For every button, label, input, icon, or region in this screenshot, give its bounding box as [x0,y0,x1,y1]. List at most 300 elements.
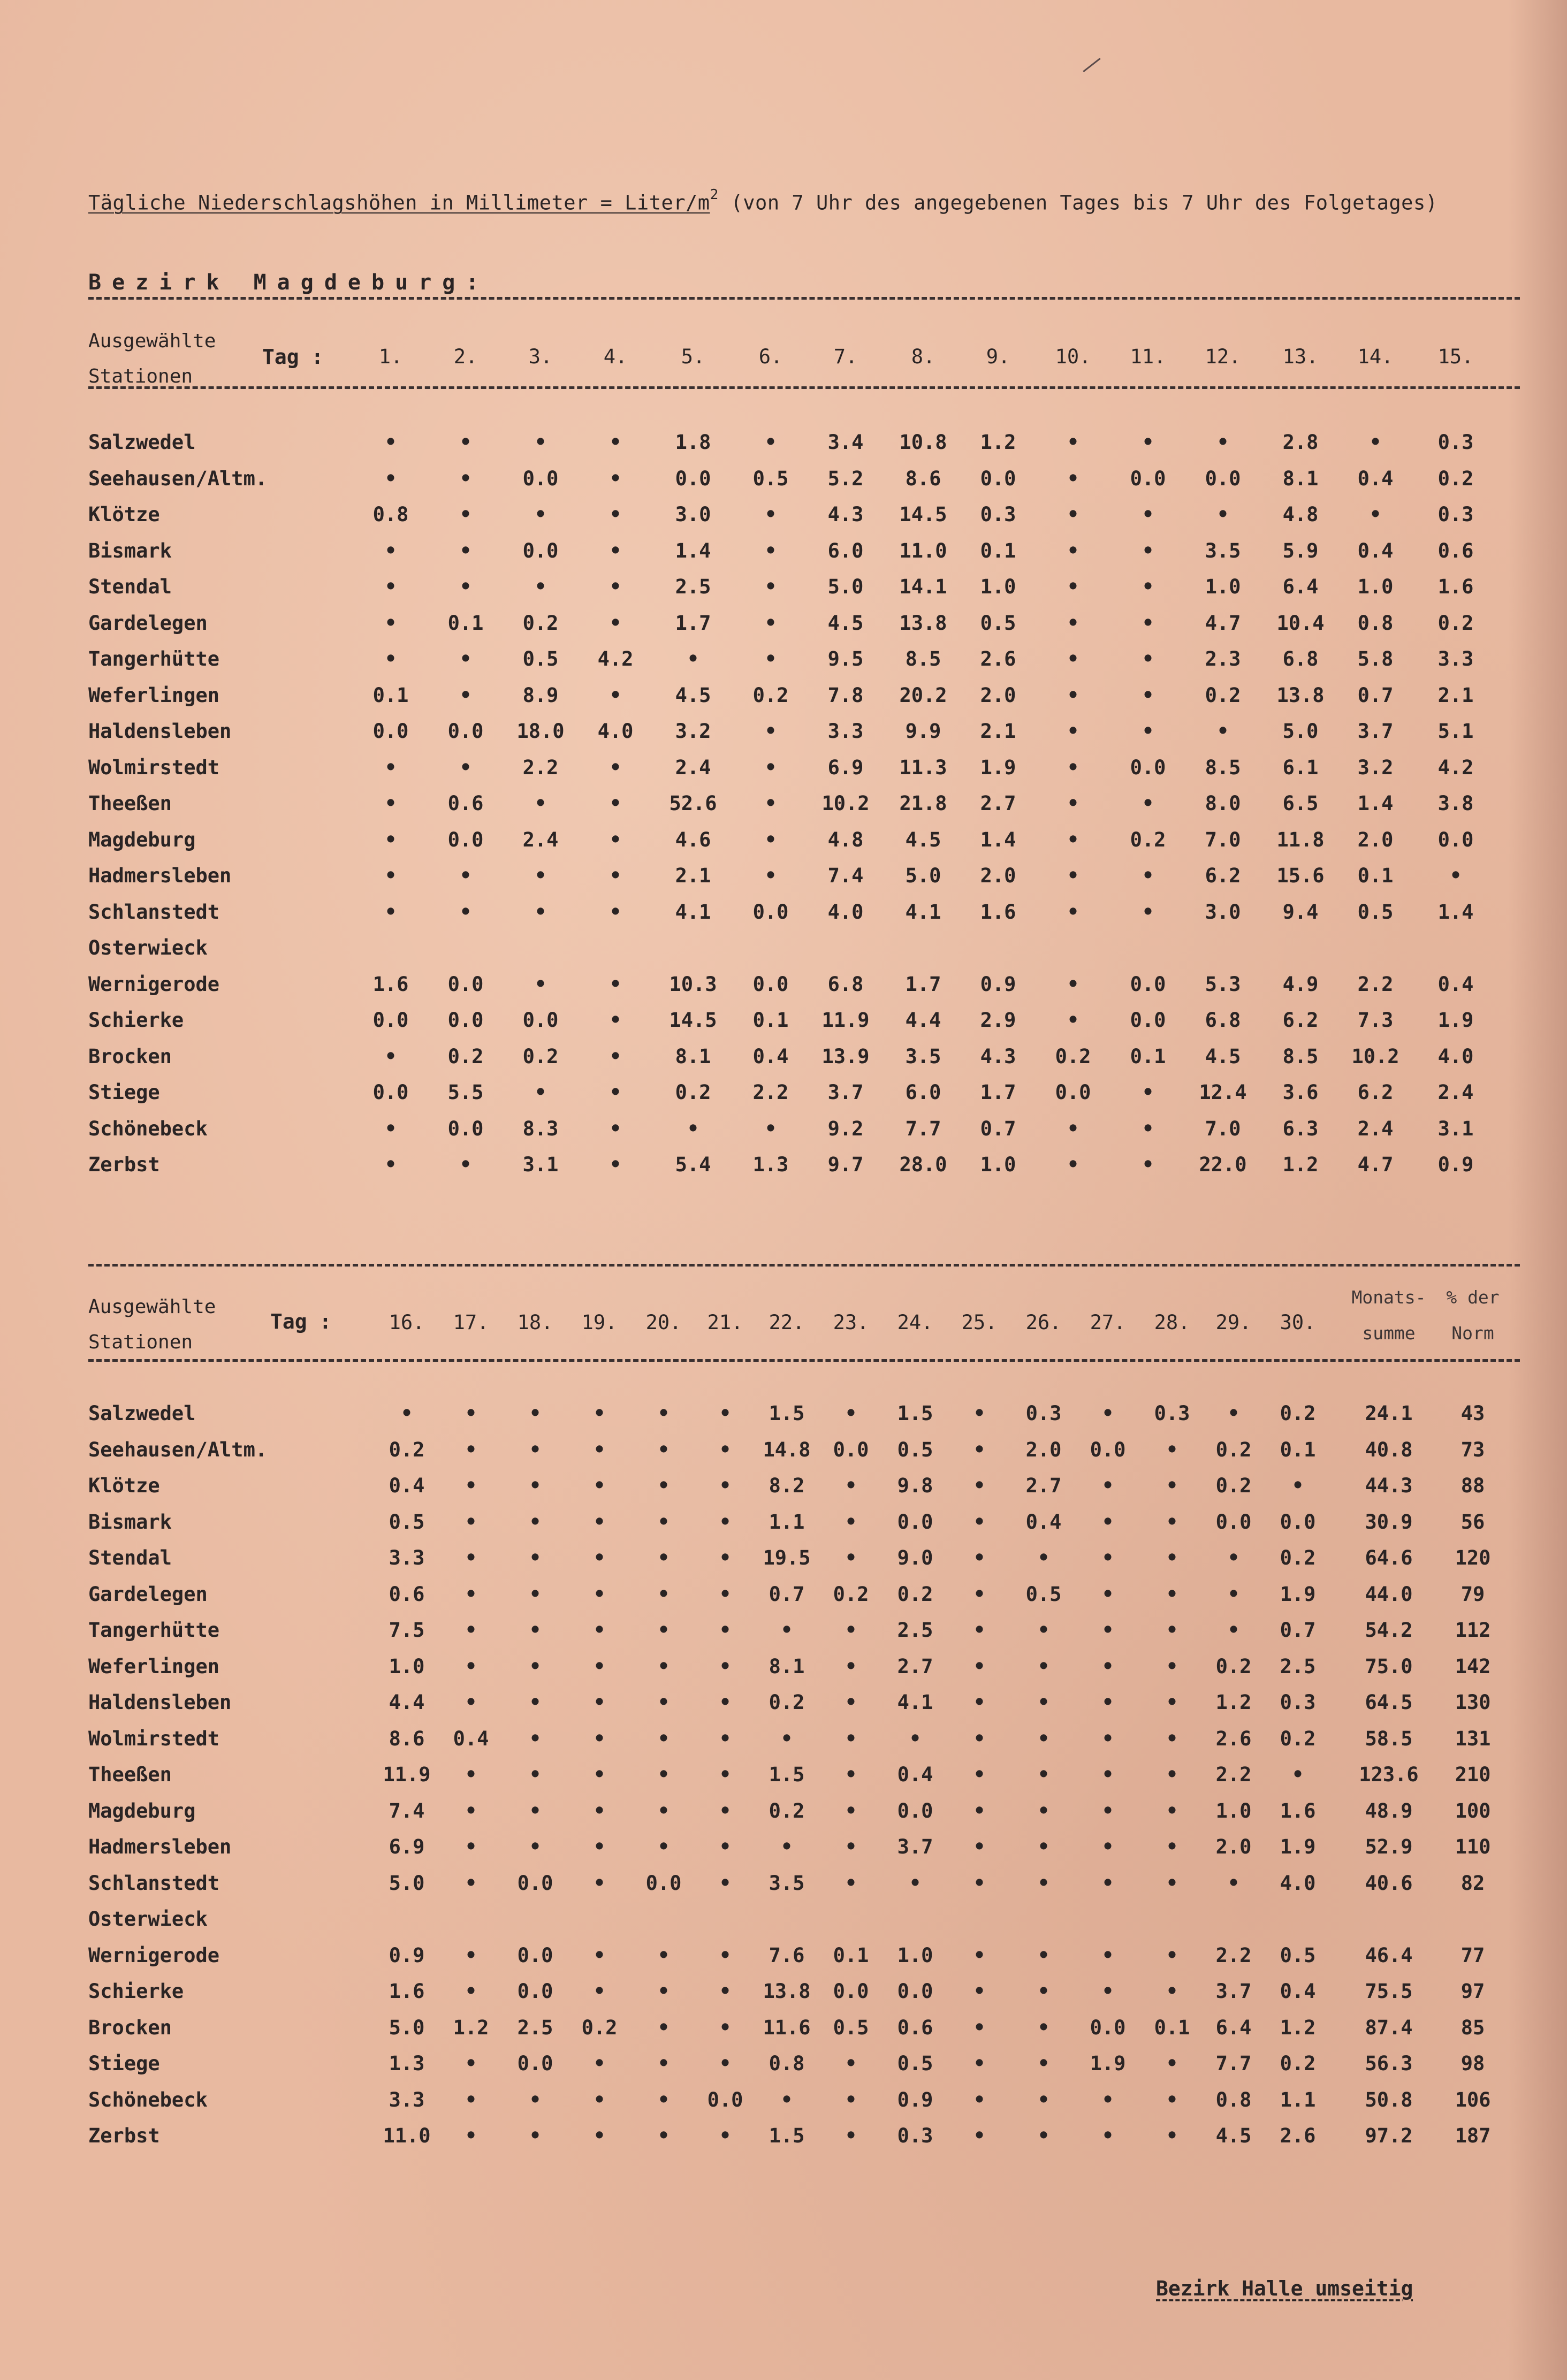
day-value: 0.0 [707,2088,743,2111]
day-value: • [609,1153,622,1176]
station-name: Magdeburg [88,828,196,851]
day-value: • [534,864,547,887]
title-rest: (von 7 Uhr des angegebenen Tages bis 7 Uhr des Folgetages) [718,191,1438,215]
day-value: 3.5 [1205,539,1241,562]
day-value: • [1166,1510,1178,1534]
day-value: 7.6 [769,1943,805,1967]
day-value: • [973,2052,986,2075]
day-value: • [764,756,777,779]
table-row [0,1583,1567,1615]
station-name: Klötze [88,503,160,526]
day-value: • [1067,431,1079,454]
day-value: • [529,1438,542,1461]
day-value: 1.4 [1437,900,1474,924]
day-value: 3.6 [1282,1081,1319,1104]
day-value: • [534,1081,547,1104]
percent-of-norm: 82 [1460,1871,1485,1895]
document-title [88,187,1438,215]
day-value: 2.2 [1215,1943,1252,1967]
day-value: • [764,431,777,454]
day-value: • [1101,1619,1114,1642]
monthly-sum: 64.6 [1365,1546,1413,1569]
day-value: • [529,1619,542,1642]
table-row [0,1655,1567,1687]
part1-tag-label: Tag : [262,345,324,369]
day-value: • [1227,1546,1240,1569]
day-value: • [1291,1763,1304,1786]
percent-of-norm: 73 [1460,1438,1485,1461]
day-value: 4.0 [597,720,634,743]
day-value: 0.8 [769,2052,805,2075]
percent-of-norm: 56 [1460,1510,1485,1534]
table-row [0,1908,1567,1940]
part2-day-header: 21. [707,1311,743,1334]
day-value: 1.6 [372,972,409,996]
day-value: • [593,1474,606,1497]
day-value: 2.2 [1215,1763,1252,1786]
day-value: 0.0 [517,1980,553,2003]
day-value: 5.0 [389,1871,425,1895]
day-value: 13.8 [899,611,947,635]
day-value: • [657,1654,670,1678]
day-value: 0.6 [1437,539,1474,562]
day-value: 0.2 [522,611,559,635]
paper-mark [1083,58,1100,72]
day-value: • [593,1582,606,1606]
part2-day-header: 30. [1280,1311,1316,1334]
station-name: Salzwedel [88,431,196,454]
day-value: • [845,1763,857,1786]
day-value: 5.5 [447,1081,484,1104]
day-value: • [719,1546,732,1569]
day-value: 4.1 [675,900,711,924]
day-value: 0.1 [447,611,484,635]
day-value: • [687,647,699,670]
day-value: 0.1 [980,539,1016,562]
day-value: • [845,1546,857,1569]
day-value: • [1037,1835,1050,1858]
day-value: 3.4 [827,431,864,454]
day-value: • [1227,1871,1240,1895]
station-name: Osterwieck [88,936,208,959]
station-name: Schönebeck [88,1117,208,1140]
day-value: 2.0 [1025,1438,1062,1461]
day-value: • [657,1763,670,1786]
day-value: 15.6 [1276,864,1325,887]
day-value: • [1101,1546,1114,1569]
day-value: • [764,1117,777,1140]
station-name: Bismark [88,539,172,562]
day-value: 6.0 [905,1081,941,1104]
monthly-sum: 44.0 [1365,1582,1413,1606]
monthly-sum: 75.5 [1365,1980,1413,2003]
day-value: 1.1 [769,1510,805,1534]
sum-header-line2: summe [1362,1323,1416,1344]
monthly-sum: 40.8 [1365,1438,1413,1461]
day-value: 10.2 [821,792,870,815]
day-value: • [465,1402,477,1425]
day-value: • [845,1871,857,1895]
day-value: • [845,1799,857,1822]
part2-day-header: 25. [961,1311,998,1334]
day-value: • [465,1619,477,1642]
day-value: • [973,1654,986,1678]
day-value: 21.8 [899,792,947,815]
day-value: 4.8 [1282,503,1319,526]
day-value: 4.5 [1215,2124,1252,2147]
station-name: Klötze [88,1474,160,1497]
table-row [0,1763,1567,1795]
monthly-sum: 54.2 [1365,1619,1413,1642]
day-value: • [764,611,777,635]
day-value: 1.4 [675,539,711,562]
day-value: • [465,1835,477,1858]
day-value: 0.9 [389,1943,425,1967]
day-value: 2.4 [1437,1081,1474,1104]
day-value: 9.2 [827,1117,864,1140]
day-value: • [1142,1117,1154,1140]
day-value: 6.4 [1215,2016,1252,2039]
day-value: • [719,1654,732,1678]
day-value: 8.3 [522,1117,559,1140]
part2-header-line1: Ausgewählte [88,1296,216,1318]
day-value: 0.3 [897,2124,933,2147]
day-value: 0.5 [1357,900,1394,924]
day-value: • [1166,2124,1178,2147]
table-row [0,1799,1567,1832]
station-name: Gardelegen [88,1582,208,1606]
station-name: Zerbst [88,1153,160,1176]
day-value: • [1101,1402,1114,1425]
day-value: 3.2 [675,720,711,743]
day-value: 0.2 [1215,1438,1252,1461]
day-value: • [764,539,777,562]
percent-of-norm: 79 [1460,1582,1485,1606]
day-value: • [593,1510,606,1534]
day-value: • [657,1619,670,1642]
day-value: 2.2 [1357,972,1394,996]
day-value: 4.0 [1280,1871,1316,1895]
table-row [0,2124,1567,2156]
day-value: • [609,864,622,887]
day-value: • [973,1402,986,1425]
day-value: • [657,1546,670,1569]
day-value: 13.8 [763,1980,811,2003]
day-value: 1.3 [752,1153,789,1176]
day-value: 4.1 [905,900,941,924]
station-name: Stendal [88,575,172,598]
day-value: • [529,1510,542,1534]
day-value: 0.4 [1437,972,1474,996]
day-value: 3.8 [1437,792,1474,815]
day-value: 1.0 [1215,1799,1252,1822]
day-value: • [465,1943,477,1967]
day-value: 9.8 [897,1474,933,1497]
day-value: 1.0 [980,575,1016,598]
part2-day-header: 29. [1215,1311,1252,1334]
table-row [0,684,1567,716]
day-value: • [845,1691,857,1714]
day-value: 4.0 [1437,1044,1474,1068]
day-value: • [1166,1691,1178,1714]
monthly-sum: 64.5 [1365,1691,1413,1714]
day-value: 4.4 [905,1009,941,1032]
part2-day-header: 27. [1090,1311,1126,1334]
day-value: 0.4 [1280,1980,1316,2003]
day-value: • [973,2088,986,2111]
monthly-sum: 52.9 [1365,1835,1413,1858]
day-value: 0.5 [752,467,789,490]
table-row [0,901,1567,933]
day-value: • [657,1582,670,1606]
day-value: 11.9 [383,1763,431,1786]
day-value: 0.0 [1130,972,1166,996]
day-value: • [1369,431,1382,454]
day-value: • [1067,792,1079,815]
day-value: • [1067,539,1079,562]
day-value: • [845,1727,857,1750]
table-row [0,1474,1567,1506]
day-value: 0.0 [447,1117,484,1140]
day-value: • [764,647,777,670]
day-value: 0.2 [1437,611,1474,635]
day-value: • [609,828,622,851]
station-name: Seehausen/Altm. [88,467,268,490]
day-value: • [973,1980,986,2003]
day-value: 0.0 [447,972,484,996]
day-value: 0.2 [1280,1402,1316,1425]
day-value: 5.9 [1282,539,1319,562]
day-value: 4.5 [1205,1044,1241,1068]
station-name: Schlanstedt [88,1871,220,1895]
day-value: 2.1 [980,720,1016,743]
percent-of-norm: 98 [1460,2052,1485,2075]
part2-tag-label: Tag : [270,1310,332,1333]
day-value: 0.7 [1280,1619,1316,1642]
day-value: 0.1 [833,1943,869,1967]
station-name: Wernigerode [88,972,220,996]
day-value: 0.2 [897,1582,933,1606]
day-value: 52.6 [669,792,717,815]
day-value: • [719,1474,732,1497]
day-value: • [719,1510,732,1534]
day-value: 0.3 [1025,1402,1062,1425]
day-value: 0.6 [897,2016,933,2039]
section-divider [88,1264,1520,1267]
day-value: 8.1 [769,1654,805,1678]
monthly-sum: 24.1 [1365,1402,1413,1425]
station-name: Tangerhütte [88,647,220,670]
day-value: 4.4 [389,1691,425,1714]
day-value: 1.0 [897,1943,933,1967]
day-value: 6.4 [1282,575,1319,598]
day-value: • [529,1727,542,1750]
day-value: 3.1 [522,1153,559,1176]
day-value: 0.2 [447,1044,484,1068]
day-value: • [459,1153,472,1176]
day-value: 0.0 [752,900,789,924]
day-value: 11.3 [899,756,947,779]
day-value: • [973,1835,986,1858]
day-value: 8.5 [905,647,941,670]
day-value: 0.0 [980,467,1016,490]
table-row [0,2016,1567,2048]
monthly-sum: 56.3 [1365,2052,1413,2075]
day-value: • [1101,1582,1114,1606]
day-value: 6.9 [389,1835,425,1858]
day-value: 0.0 [833,1980,869,2003]
day-value: 0.1 [1154,2016,1190,2039]
day-value: • [1067,1117,1079,1140]
day-value: • [384,1044,397,1068]
day-value: • [593,1871,606,1895]
day-value: • [384,864,397,887]
day-value: • [780,1727,793,1750]
day-value: 14.5 [899,503,947,526]
day-value: 0.0 [517,1943,553,1967]
station-name: Magdeburg [88,1799,196,1822]
station-name: Haldensleben [88,1691,232,1714]
day-value: • [465,1691,477,1714]
day-value: • [1166,1546,1178,1569]
day-value: 4.3 [980,1044,1016,1068]
day-value: • [845,1474,857,1497]
table-row [0,1511,1567,1543]
day-value: 1.9 [1280,1582,1316,1606]
part2-day-header: 22. [769,1311,805,1334]
day-value: 0.0 [645,1871,682,1895]
sum-header-line1: Monats- [1351,1287,1426,1308]
day-value: • [609,611,622,635]
day-value: • [1142,864,1154,887]
percent-of-norm: 97 [1460,1980,1485,2003]
day-value: 5.1 [1437,720,1474,743]
monthly-sum: 123.6 [1359,1763,1419,1786]
day-value: • [657,2016,670,2039]
day-value: • [1166,1654,1178,1678]
table-row [0,539,1567,571]
day-value: • [529,1546,542,1569]
day-value: • [529,1582,542,1606]
day-value: 10.8 [899,431,947,454]
day-value: 0.2 [581,2016,618,2039]
day-value: • [529,1763,542,1786]
day-value: • [465,2088,477,2111]
station-name: Osterwieck [88,1908,208,1931]
day-value: 0.0 [1130,467,1166,490]
day-value: • [459,467,472,490]
day-value: • [719,2016,732,2039]
percent-of-norm: 131 [1455,1727,1491,1750]
table-row [0,1691,1567,1723]
station-name: Wernigerode [88,1943,220,1967]
day-value: • [593,1835,606,1858]
day-value: • [719,1835,732,1858]
day-value: 0.2 [1130,828,1166,851]
table-row [0,575,1567,607]
day-value: • [1166,1619,1178,1642]
day-value: • [529,2088,542,2111]
day-value: 1.6 [980,900,1016,924]
day-value: • [657,1943,670,1967]
station-name: Seehausen/Altm. [88,1438,268,1461]
pct-header-line1: % der [1446,1287,1500,1308]
day-value: 8.6 [905,467,941,490]
day-value: • [593,1943,606,1967]
day-value: • [973,1474,986,1497]
table-row [0,467,1567,499]
table-row [0,756,1567,788]
day-value: • [1067,611,1079,635]
day-value: 2.2 [752,1081,789,1104]
day-value: 5.3 [1205,972,1241,996]
day-value: • [1227,1402,1240,1425]
day-value: • [973,1763,986,1786]
station-name: Wolmirstedt [88,756,220,779]
day-value: 4.5 [827,611,864,635]
day-value: • [593,1727,606,1750]
percent-of-norm: 130 [1455,1691,1491,1714]
day-value: 2.2 [522,756,559,779]
day-value: 1.6 [389,1980,425,2003]
day-value: 4.3 [827,503,864,526]
day-value: 0.4 [1025,1510,1062,1534]
day-value: • [384,1117,397,1140]
day-value: 0.9 [980,972,1016,996]
day-value: 2.5 [517,2016,553,2039]
day-value: 5.0 [827,575,864,598]
day-value: • [1449,864,1462,887]
day-value: 3.3 [389,1546,425,1569]
day-value: • [1216,503,1229,526]
station-name: Theeßen [88,792,172,815]
day-value: • [1142,431,1154,454]
day-value: 0.4 [453,1727,489,1750]
day-value: 4.2 [1437,756,1474,779]
day-value: 1.5 [897,1402,933,1425]
day-value: 0.1 [1130,1044,1166,1068]
day-value: 14.5 [669,1009,717,1032]
monthly-sum: 30.9 [1365,1510,1413,1534]
day-value: 2.0 [980,864,1016,887]
part2-day-header: 20. [645,1311,682,1334]
day-value: • [1067,1153,1079,1176]
day-value: • [400,1402,413,1425]
day-value: • [1101,1799,1114,1822]
day-value: • [384,900,397,924]
day-value: • [465,1871,477,1895]
day-value: 1.2 [1280,2016,1316,2039]
day-value: 6.2 [1205,864,1241,887]
day-value: 2.4 [1357,1117,1394,1140]
day-value: 0.2 [769,1691,805,1714]
day-value: • [657,1691,670,1714]
day-value: • [1142,792,1154,815]
district-heading: Bezirk Magdeburg: [88,270,490,295]
part1-day-header: 1. [378,345,403,368]
day-value: • [719,1763,732,1786]
percent-of-norm: 85 [1460,2016,1485,2039]
day-value: • [909,1727,922,1750]
day-value: 3.3 [389,2088,425,2111]
title-main: Tägliche Niederschlagshöhen in Millimeter = Liter/m [88,191,710,215]
table-row [0,1546,1567,1578]
day-value: • [1067,720,1079,743]
day-value: • [1142,647,1154,670]
day-value: 0.2 [1280,1727,1316,1750]
day-value: • [657,1510,670,1534]
day-value: • [384,539,397,562]
